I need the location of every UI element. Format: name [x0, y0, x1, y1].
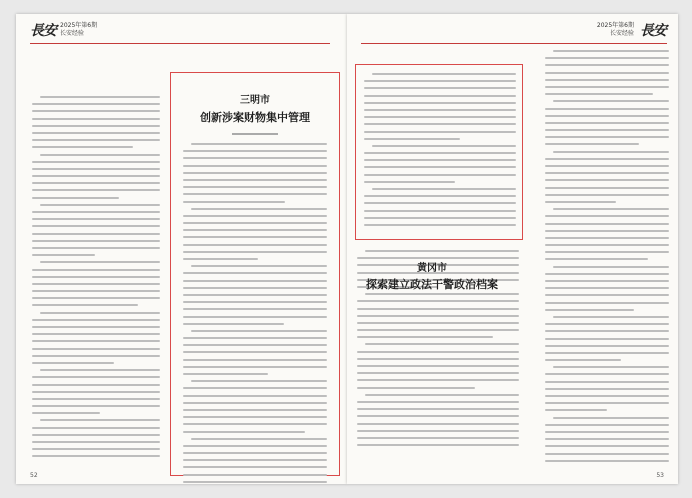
text-line [545, 64, 669, 66]
text-line [183, 323, 284, 325]
text-line [357, 315, 519, 317]
text-line [40, 312, 160, 314]
text-line [183, 423, 327, 425]
text-line [553, 316, 669, 318]
article-1-continuation-frame [355, 64, 523, 240]
text-line [183, 308, 327, 310]
text-line [191, 143, 327, 145]
text-line [553, 151, 669, 153]
text-line [32, 297, 160, 299]
text-line [545, 323, 669, 325]
right-column-2 [545, 50, 669, 467]
text-line [183, 402, 327, 404]
text-line [545, 258, 648, 260]
text-line [364, 152, 516, 154]
right-magazine-logo: 長安 [640, 23, 666, 39]
text-line [40, 369, 160, 371]
text-line [365, 394, 519, 396]
article-1-frame [170, 72, 340, 476]
article-1-title: 创新涉案财物集中管理 [200, 111, 310, 124]
article-2-city: 黄冈市 [417, 263, 447, 274]
text-line [40, 419, 160, 421]
text-line [32, 384, 160, 386]
text-line [365, 250, 519, 252]
text-line [40, 261, 160, 263]
text-line [364, 87, 516, 89]
text-line [32, 333, 160, 335]
text-line [545, 223, 669, 225]
text-line [183, 466, 327, 468]
text-line [545, 330, 669, 332]
text-line [40, 96, 160, 98]
text-line [183, 258, 258, 260]
text-line [32, 441, 160, 443]
text-line [183, 172, 327, 174]
text-line [553, 266, 669, 268]
text-line [357, 351, 519, 353]
text-line [191, 265, 327, 267]
text-line [545, 251, 669, 253]
text-line [545, 230, 669, 232]
text-line [357, 444, 519, 446]
text-line [32, 304, 138, 306]
text-line [32, 161, 160, 163]
text-line [183, 193, 327, 195]
text-line [183, 165, 327, 167]
text-line [183, 294, 327, 296]
text-line [545, 93, 653, 95]
text-line [545, 338, 669, 340]
text-line [183, 157, 327, 159]
text-line [357, 415, 519, 417]
text-line [32, 269, 160, 271]
text-line [32, 132, 160, 134]
text-line [183, 179, 327, 181]
text-line [183, 229, 327, 231]
text-line [545, 244, 669, 246]
text-line [183, 366, 327, 368]
text-line [32, 254, 95, 256]
text-line [32, 348, 160, 350]
text-line [364, 95, 516, 97]
text-line [183, 222, 327, 224]
text-line [32, 189, 160, 191]
text-line [32, 448, 160, 450]
text-line [545, 115, 669, 117]
text-line [545, 359, 621, 361]
text-line [32, 225, 160, 227]
text-line [364, 210, 516, 212]
text-line [183, 387, 327, 389]
text-line [183, 337, 327, 339]
text-line [40, 204, 160, 206]
text-line [545, 453, 669, 455]
text-line [545, 373, 669, 375]
text-line [183, 431, 305, 433]
text-line [364, 217, 516, 219]
text-line [357, 423, 519, 425]
text-line [364, 123, 516, 125]
text-line [545, 237, 669, 239]
text-line [545, 108, 669, 110]
text-line [183, 359, 327, 361]
text-line [545, 388, 669, 390]
text-line [191, 208, 327, 210]
text-line [545, 215, 669, 217]
text-line [357, 437, 519, 439]
text-line [32, 283, 160, 285]
text-line [365, 293, 519, 295]
text-line [183, 481, 327, 483]
text-line [364, 181, 455, 183]
text-line [32, 233, 160, 235]
text-line [364, 174, 516, 176]
text-line [545, 122, 669, 124]
text-line [183, 344, 327, 346]
text-line [357, 358, 519, 360]
text-line [191, 380, 327, 382]
text-line [545, 438, 669, 440]
text-line [545, 194, 669, 196]
right-header [597, 22, 634, 38]
text-line [545, 165, 669, 167]
text-line [545, 395, 669, 397]
article-1-author [171, 131, 339, 137]
text-line [32, 319, 160, 321]
text-line [357, 372, 519, 374]
text-line [183, 416, 327, 418]
magazine-logo: 長安 [30, 23, 56, 39]
text-line [183, 236, 327, 238]
text-line [32, 434, 160, 436]
text-line [553, 208, 669, 210]
text-line [372, 73, 516, 75]
text-line [364, 102, 516, 104]
text-line [32, 103, 160, 105]
left-page [16, 14, 347, 484]
text-line [545, 381, 669, 383]
text-line [545, 273, 669, 275]
text-line [183, 272, 327, 274]
text-line [32, 326, 160, 328]
text-line [364, 131, 516, 133]
text-line [32, 276, 160, 278]
text-line [32, 376, 160, 378]
left-header-issue: 2025年第6期 [60, 22, 98, 29]
text-line [183, 244, 327, 246]
text-line [545, 431, 669, 433]
text-line [32, 290, 160, 292]
text-line [32, 247, 160, 249]
text-line [183, 474, 327, 476]
text-line [183, 452, 327, 454]
text-line [372, 145, 516, 147]
text-line [32, 455, 160, 457]
text-line [40, 154, 160, 156]
text-line [553, 366, 669, 368]
text-line [32, 197, 119, 199]
text-line [32, 125, 160, 127]
text-line [545, 57, 669, 59]
text-line [545, 302, 669, 304]
text-line [32, 182, 160, 184]
text-line [183, 445, 327, 447]
text-line [32, 362, 114, 364]
text-line [32, 211, 160, 213]
text-line [32, 355, 160, 357]
text-line [545, 72, 669, 74]
text-line [365, 343, 519, 345]
left-header-section: 长安经验 [60, 30, 85, 37]
text-line [545, 402, 669, 404]
text-line [372, 188, 516, 190]
text-line [32, 398, 160, 400]
text-line [32, 139, 160, 141]
right-header-section: 长安经验 [609, 30, 634, 37]
text-line [364, 116, 516, 118]
text-line [191, 330, 327, 332]
text-line [32, 110, 160, 112]
left-column-1 [32, 96, 160, 463]
text-line [364, 80, 516, 82]
text-line [32, 405, 160, 407]
text-line [545, 179, 669, 181]
text-line [183, 409, 327, 411]
text-line [183, 351, 327, 353]
text-line [357, 322, 519, 324]
text-line [183, 150, 327, 152]
text-line [364, 202, 516, 204]
text-line [183, 301, 327, 303]
text-line [357, 430, 519, 432]
text-line [357, 387, 475, 389]
text-line [553, 50, 669, 52]
text-line [32, 412, 100, 414]
text-line [32, 218, 160, 220]
text-line [183, 280, 327, 282]
text-line [545, 445, 669, 447]
text-line [183, 186, 327, 188]
text-line [183, 287, 327, 289]
left-header-rule [30, 43, 330, 44]
text-line [545, 172, 669, 174]
text-line [545, 143, 639, 145]
article-1-body [183, 143, 327, 484]
text-line [545, 424, 669, 426]
right-header-rule [361, 43, 667, 44]
right-page-number: 53 [656, 472, 664, 479]
text-line [364, 159, 516, 161]
text-line [183, 316, 327, 318]
right-header-issue: 2025年第6期 [596, 22, 634, 29]
text-line [357, 401, 519, 403]
text-line [545, 201, 616, 203]
text-line [364, 195, 516, 197]
text-line [357, 329, 519, 331]
text-line [183, 251, 327, 253]
right-page [347, 14, 678, 484]
text-line [545, 287, 669, 289]
text-line [545, 309, 634, 311]
text-line [191, 438, 327, 440]
text-line [357, 300, 519, 302]
text-line [545, 280, 669, 282]
text-line [183, 459, 327, 461]
text-line [545, 460, 669, 462]
text-line [364, 138, 460, 140]
text-line [545, 86, 669, 88]
text-line [357, 308, 519, 310]
text-line [183, 373, 268, 375]
text-line [183, 395, 327, 397]
text-line [545, 187, 669, 189]
text-line [32, 118, 160, 120]
text-line [553, 417, 669, 419]
text-line [32, 240, 160, 242]
text-line [545, 345, 669, 347]
text-line [545, 79, 669, 81]
text-line [183, 215, 327, 217]
text-line [364, 224, 516, 226]
text-line [183, 201, 285, 203]
text-line [545, 129, 669, 131]
text-line [545, 409, 607, 411]
text-line [545, 294, 669, 296]
left-page-number: 52 [30, 472, 38, 479]
text-line [364, 166, 516, 168]
text-line [32, 175, 160, 177]
text-line [32, 427, 160, 429]
text-line [32, 391, 160, 393]
text-line [32, 168, 160, 170]
text-line [545, 136, 669, 138]
text-line [357, 365, 519, 367]
text-line [545, 158, 669, 160]
text-line [364, 109, 516, 111]
text-line [357, 408, 519, 410]
text-line [357, 336, 493, 338]
left-header [60, 22, 97, 38]
text-line [545, 352, 669, 354]
text-line [32, 340, 160, 342]
text-line [553, 100, 669, 102]
article-1-continuation-body [364, 73, 516, 231]
text-line [357, 379, 519, 381]
text-line [32, 146, 133, 148]
article-1-city: 三明市 [240, 95, 270, 106]
article-2-title: 探索建立政法干警政治档案 [366, 278, 498, 291]
